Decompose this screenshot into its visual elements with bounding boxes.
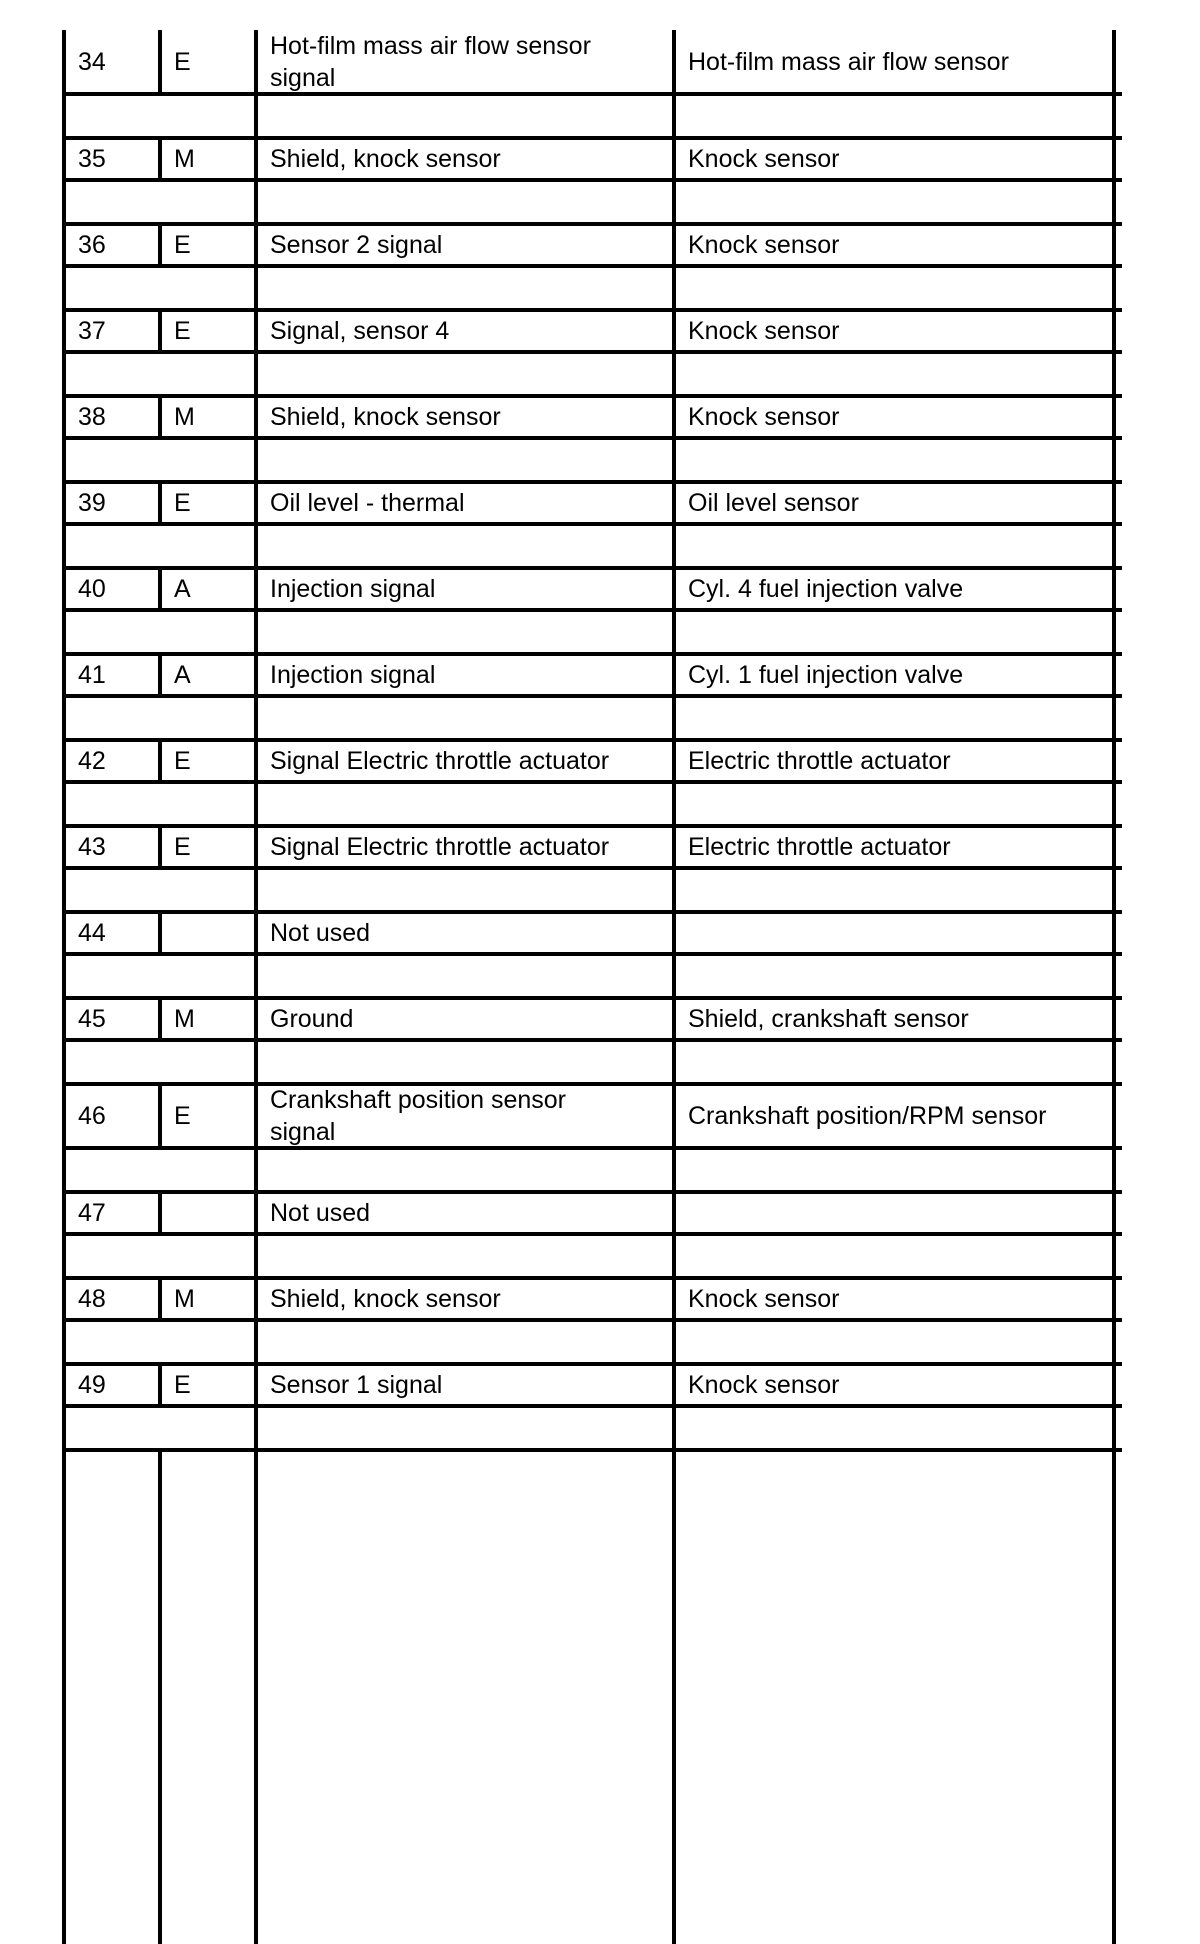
row-divider — [62, 92, 1122, 96]
row-divider — [62, 910, 1122, 914]
cell-pin: 46 — [78, 1102, 106, 1130]
spacer-mask — [157, 1322, 163, 1362]
cell-type — [174, 912, 252, 954]
cell-type: E — [174, 231, 191, 259]
cell-signal: Shield, knock sensor — [270, 1285, 501, 1313]
cell-pin: 34 — [78, 48, 106, 76]
spacer-mask — [157, 612, 163, 652]
cell-type: M — [174, 403, 195, 431]
row-divider — [62, 178, 1122, 182]
cell-component: Cyl. 1 fuel injection valve — [688, 661, 964, 689]
spacer-mask — [157, 182, 163, 222]
cell-component: Electric throttle actuator — [688, 747, 951, 775]
cell-signal: Not used — [270, 1199, 371, 1227]
cell-pin: 38 — [78, 403, 106, 431]
row-divider — [62, 1448, 1122, 1452]
row-divider — [62, 222, 1122, 226]
cell-component — [688, 1192, 1110, 1234]
spacer-mask — [157, 870, 163, 910]
cell-component: Knock sensor — [688, 1285, 840, 1313]
cell-pin: 49 — [78, 1371, 106, 1399]
cell-type: M — [174, 1005, 195, 1033]
row-divider — [62, 566, 1122, 570]
row-divider — [62, 608, 1122, 612]
cell-pin: 37 — [78, 317, 106, 345]
cell-type: E — [174, 1102, 191, 1130]
cell-type: E — [174, 833, 191, 861]
row-divider — [62, 394, 1122, 398]
row-divider — [62, 780, 1122, 784]
row-divider — [62, 952, 1122, 956]
cell-component: Knock sensor — [688, 231, 840, 259]
cell-type: E — [174, 317, 191, 345]
cell-signal: Sensor 2 signal — [270, 231, 443, 259]
row-divider — [62, 1082, 1122, 1086]
spacer-mask — [157, 1408, 163, 1448]
table-row — [64, 1278, 1120, 1320]
cell-type: E — [174, 747, 191, 775]
spacer-mask — [157, 1150, 163, 1190]
spacer-mask — [157, 1042, 163, 1082]
cell-signal: Not used — [270, 919, 371, 947]
cell-component: Crankshaft position/RPM sensor — [688, 1102, 1047, 1130]
table-row — [64, 138, 1120, 180]
cell-signal: Signal Electric throttle actuator — [270, 833, 610, 861]
table-row — [64, 740, 1120, 782]
table-row — [64, 998, 1120, 1040]
cell-type — [174, 1192, 252, 1234]
cell-component: Knock sensor — [688, 145, 840, 173]
cell-signal: Shield, knock sensor — [270, 403, 501, 431]
pin-assignment-table — [64, 30, 1120, 1944]
cell-pin: 39 — [78, 489, 106, 517]
cell-component: Shield, crankshaft sensor — [688, 1005, 969, 1033]
cell-component: Hot-film mass air flow sensor — [688, 48, 1009, 76]
row-divider — [62, 350, 1122, 354]
row-divider — [62, 522, 1122, 526]
spacer-mask — [157, 698, 163, 738]
cell-pin: 47 — [78, 1199, 106, 1227]
row-divider — [62, 1276, 1122, 1280]
cell-type: A — [174, 575, 191, 603]
row-divider — [62, 308, 1122, 312]
table-row — [64, 654, 1120, 696]
table-row — [64, 568, 1120, 610]
cell-signal: Oil level - thermal — [270, 489, 465, 517]
cell-pin: 35 — [78, 145, 106, 173]
table-row — [64, 1084, 1120, 1148]
table-row — [64, 826, 1120, 868]
spacer-mask — [157, 440, 163, 480]
cell-signal: Hot-film mass air flow sensor signal — [270, 32, 591, 92]
row-divider — [62, 866, 1122, 870]
cell-signal: Injection signal — [270, 575, 436, 603]
row-divider — [62, 738, 1122, 742]
table-row — [64, 912, 1120, 954]
spacer-mask — [157, 526, 163, 566]
row-divider — [62, 996, 1122, 1000]
cell-signal: Signal Electric throttle actuator — [270, 747, 610, 775]
cell-signal: Injection signal — [270, 661, 436, 689]
row-divider — [62, 1232, 1122, 1236]
row-divider — [62, 264, 1122, 268]
row-divider — [62, 694, 1122, 698]
cell-signal: Signal, sensor 4 — [270, 317, 450, 345]
cell-pin: 40 — [78, 575, 106, 603]
table-row — [64, 1364, 1120, 1406]
table-row — [64, 30, 1120, 94]
cell-pin: 45 — [78, 1005, 106, 1033]
cell-component: Knock sensor — [688, 317, 840, 345]
cell-signal: Sensor 1 signal — [270, 1371, 443, 1399]
spacer-mask — [157, 784, 163, 824]
cell-type: E — [174, 1371, 191, 1399]
table-row — [64, 396, 1120, 438]
row-divider — [62, 480, 1122, 484]
cell-type: E — [174, 489, 191, 517]
cell-signal: Shield, knock sensor — [270, 145, 501, 173]
cell-component: Electric throttle actuator — [688, 833, 951, 861]
cell-component — [688, 912, 1110, 954]
cell-signal: Crankshaft position sensor signal — [270, 1086, 566, 1146]
spacer-mask — [157, 1236, 163, 1276]
row-divider — [62, 1318, 1122, 1322]
row-divider — [62, 652, 1122, 656]
cell-pin: 44 — [78, 919, 106, 947]
cell-type: E — [174, 48, 191, 76]
row-divider — [62, 136, 1122, 140]
cell-pin: 48 — [78, 1285, 106, 1313]
row-divider — [62, 436, 1122, 440]
table-row — [64, 224, 1120, 266]
row-divider — [62, 824, 1122, 828]
cell-pin: 36 — [78, 231, 106, 259]
cell-pin: 41 — [78, 661, 106, 689]
cell-component: Cyl. 4 fuel injection valve — [688, 575, 964, 603]
row-divider — [62, 1190, 1122, 1194]
cell-type: A — [174, 661, 191, 689]
cell-type: M — [174, 145, 195, 173]
spacer-mask — [157, 268, 163, 308]
row-divider — [62, 1362, 1122, 1366]
spacer-mask — [157, 354, 163, 394]
row-divider — [62, 1404, 1122, 1408]
table-row — [64, 1192, 1120, 1234]
cell-pin: 43 — [78, 833, 106, 861]
cell-component: Knock sensor — [688, 1371, 840, 1399]
table-row — [64, 310, 1120, 352]
cell-component: Knock sensor — [688, 403, 840, 431]
spacer-mask — [157, 96, 163, 136]
cell-signal: Ground — [270, 1005, 354, 1033]
cell-type: M — [174, 1285, 195, 1313]
row-divider — [62, 1146, 1122, 1150]
row-divider — [62, 1038, 1122, 1042]
table-row — [64, 482, 1120, 524]
cell-component: Oil level sensor — [688, 489, 859, 517]
spacer-mask — [157, 956, 163, 996]
cell-pin: 42 — [78, 747, 106, 775]
